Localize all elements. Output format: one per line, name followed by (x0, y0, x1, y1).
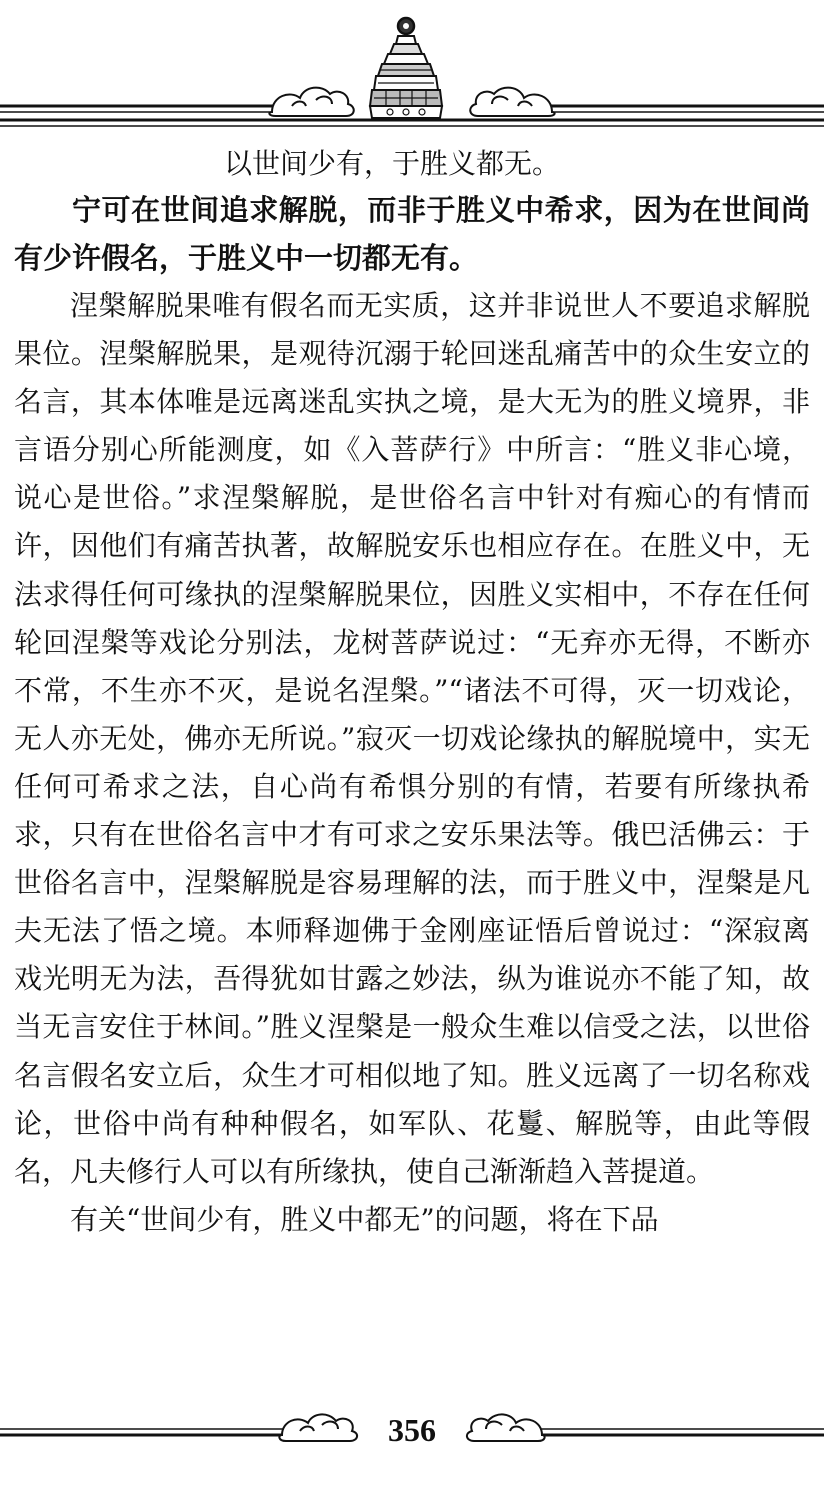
page-content (14, 142, 810, 1244)
verse-explanation: 宁可在世间追求解脱，而非于胜义中希求，因为在世间尚有少许假名，于胜义中一切都无有。 (14, 193, 810, 275)
root-verse: 以世间少有，于胜义都无。 (223, 147, 560, 180)
header-ornament (0, 0, 824, 140)
page-number: 356 (388, 1412, 436, 1448)
cloud-ornament-left-icon (269, 88, 353, 116)
body-paragraph-1: 涅槃解脱果唯有假名而无实质，这并非说世人不要追求解脱果位。涅槃解脱果，是观待沉溺于轮回迷乱痛苦中的众生安立的名言，其本体唯是远离迷乱实执之境，是大无为的胜义境界，非言语分别心所能测度，如《入菩萨行》中所言：“胜义非心境，说心是世俗。”求涅槃解脱，是世俗名言中针对有痴心的有情而许，因他们有痛苦执著，故解脱安乐也相应存在。在胜义中，无法求得任何可缘执的涅槃解脱果位，因胜义实相中，不存在任何轮回涅槃等戏论分别法，龙树菩萨说过：“无弃亦无得，不断亦不常，不生亦不灭，是说名涅槃。”“诸法不可得，灭一切戏论，无人亦无处，佛亦无所说。”寂灭一切戏论缘执的解脱境中，实无任何可希求之法，自心尚有希惧分别的有情，若要有所缘执希求，只有在世俗名言中才有可求之安乐果法等。俄巴活佛云：于世俗名言中，涅槃解脱是容易理解的法，而于胜义中，涅槃是凡夫无法了悟之境。本师释迦佛于金刚座证悟后曾说过：“深寂离戏光明无为法，吾得犹如甘露之妙法，纵为谁说亦不能了知，故当无言安住于林间。”胜义涅槃是一般众生难以信受之法，以世俗名言假名安立后，众生才可相似地了知。胜义远离了一切名称戏论，世俗中尚有种种假名，如军队、花鬘、解脱等，由此等假名，凡夫修行人可以有所缘执，使自己渐渐趋入菩提道。 (14, 289, 810, 1188)
cloud-ornament-right-icon (470, 88, 554, 116)
stupa-icon (370, 18, 442, 118)
body-paragraph-2: 有关“世间少有，胜义中都无”的问题，将在下品 (70, 1202, 659, 1236)
